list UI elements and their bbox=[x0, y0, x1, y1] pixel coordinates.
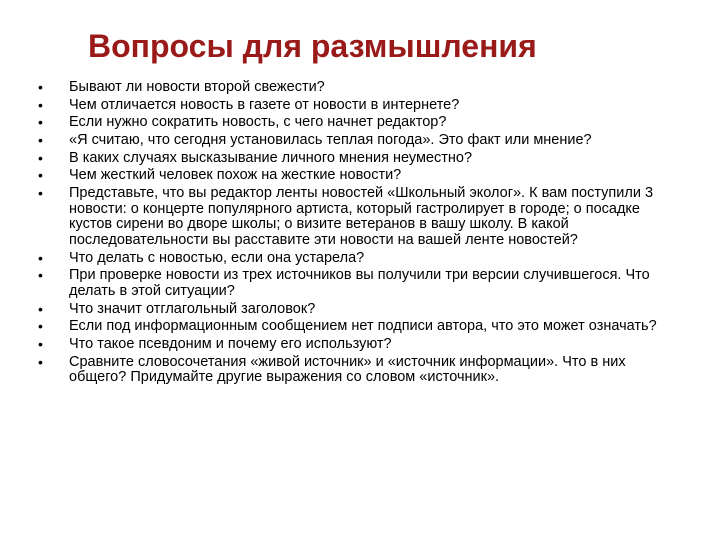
question-list bbox=[38, 80, 678, 388]
question-item bbox=[38, 186, 678, 248]
question-text: Если под информационным сообщением нет подписи автора, что это может означать? bbox=[69, 318, 657, 335]
bullet-icon: • bbox=[38, 132, 43, 149]
bullet-icon: • bbox=[38, 96, 43, 113]
bullet-icon: • bbox=[38, 335, 43, 352]
question-item bbox=[38, 268, 678, 299]
question-item bbox=[38, 80, 678, 96]
question-item bbox=[38, 151, 678, 167]
question-text: В каких случаях высказывание личного мнения неуместно? bbox=[69, 149, 473, 166]
bullet-icon: • bbox=[38, 300, 43, 317]
bullet-icon: • bbox=[38, 249, 43, 266]
question-text: Что такое псевдоним и почему его используют? bbox=[69, 335, 392, 352]
question-item bbox=[38, 251, 678, 267]
question-text: «Я считаю, что сегодня установилась теплая погода». Это факт или мнение? bbox=[69, 132, 592, 149]
question-text: Что значит отглагольный заголовок? bbox=[69, 300, 316, 317]
bullet-icon: • bbox=[38, 79, 43, 95]
question-item bbox=[38, 337, 678, 353]
slide-title: Вопросы для размышления bbox=[88, 28, 537, 64]
question-text: Что делать с новостью, если она устарела? bbox=[69, 249, 365, 266]
question-text: Бывают ли новости второй свежести? bbox=[69, 79, 325, 95]
bullet-icon: • bbox=[38, 353, 43, 370]
question-text: Сравните словосочетания «живой источник» и «источник информации». Что в них общего? Придумайте другие выражения со словом «источник». bbox=[69, 353, 626, 386]
question-text: Чем жесткий человек похож на жесткие новости? bbox=[69, 167, 402, 184]
question-item bbox=[38, 302, 678, 318]
question-item bbox=[38, 355, 678, 386]
question-item bbox=[38, 168, 678, 184]
question-text: Представьте, что вы редактор ленты новостей «Школьный эколог». К вам поступили 3 новости: о концерте популярного артиста, который гастролирует в городе; о посадке кустов сирени во дворе школы; о визите ветеранов в вашу школу. В какой последовательности вы расставите эти новости на вашей ленте новостей? bbox=[69, 185, 654, 248]
question-item bbox=[38, 133, 678, 149]
bullet-icon: • bbox=[38, 185, 43, 202]
question-text: Чем отличается новость в газете от новости в интернете? bbox=[69, 96, 460, 113]
question-item bbox=[38, 115, 678, 131]
question-item bbox=[38, 98, 678, 114]
question-item bbox=[38, 319, 678, 335]
bullet-icon: • bbox=[38, 114, 43, 131]
bullet-icon: • bbox=[38, 318, 43, 335]
question-text: При проверке новости из трех источников вы получили три версии случившегося. Что делать в этой ситуации? bbox=[69, 267, 650, 299]
bullet-icon: • bbox=[38, 167, 43, 184]
bullet-icon: • bbox=[38, 149, 43, 166]
bullet-icon: • bbox=[38, 267, 43, 284]
question-text: Если нужно сократить новость, с чего начнет редактор? bbox=[69, 114, 447, 131]
